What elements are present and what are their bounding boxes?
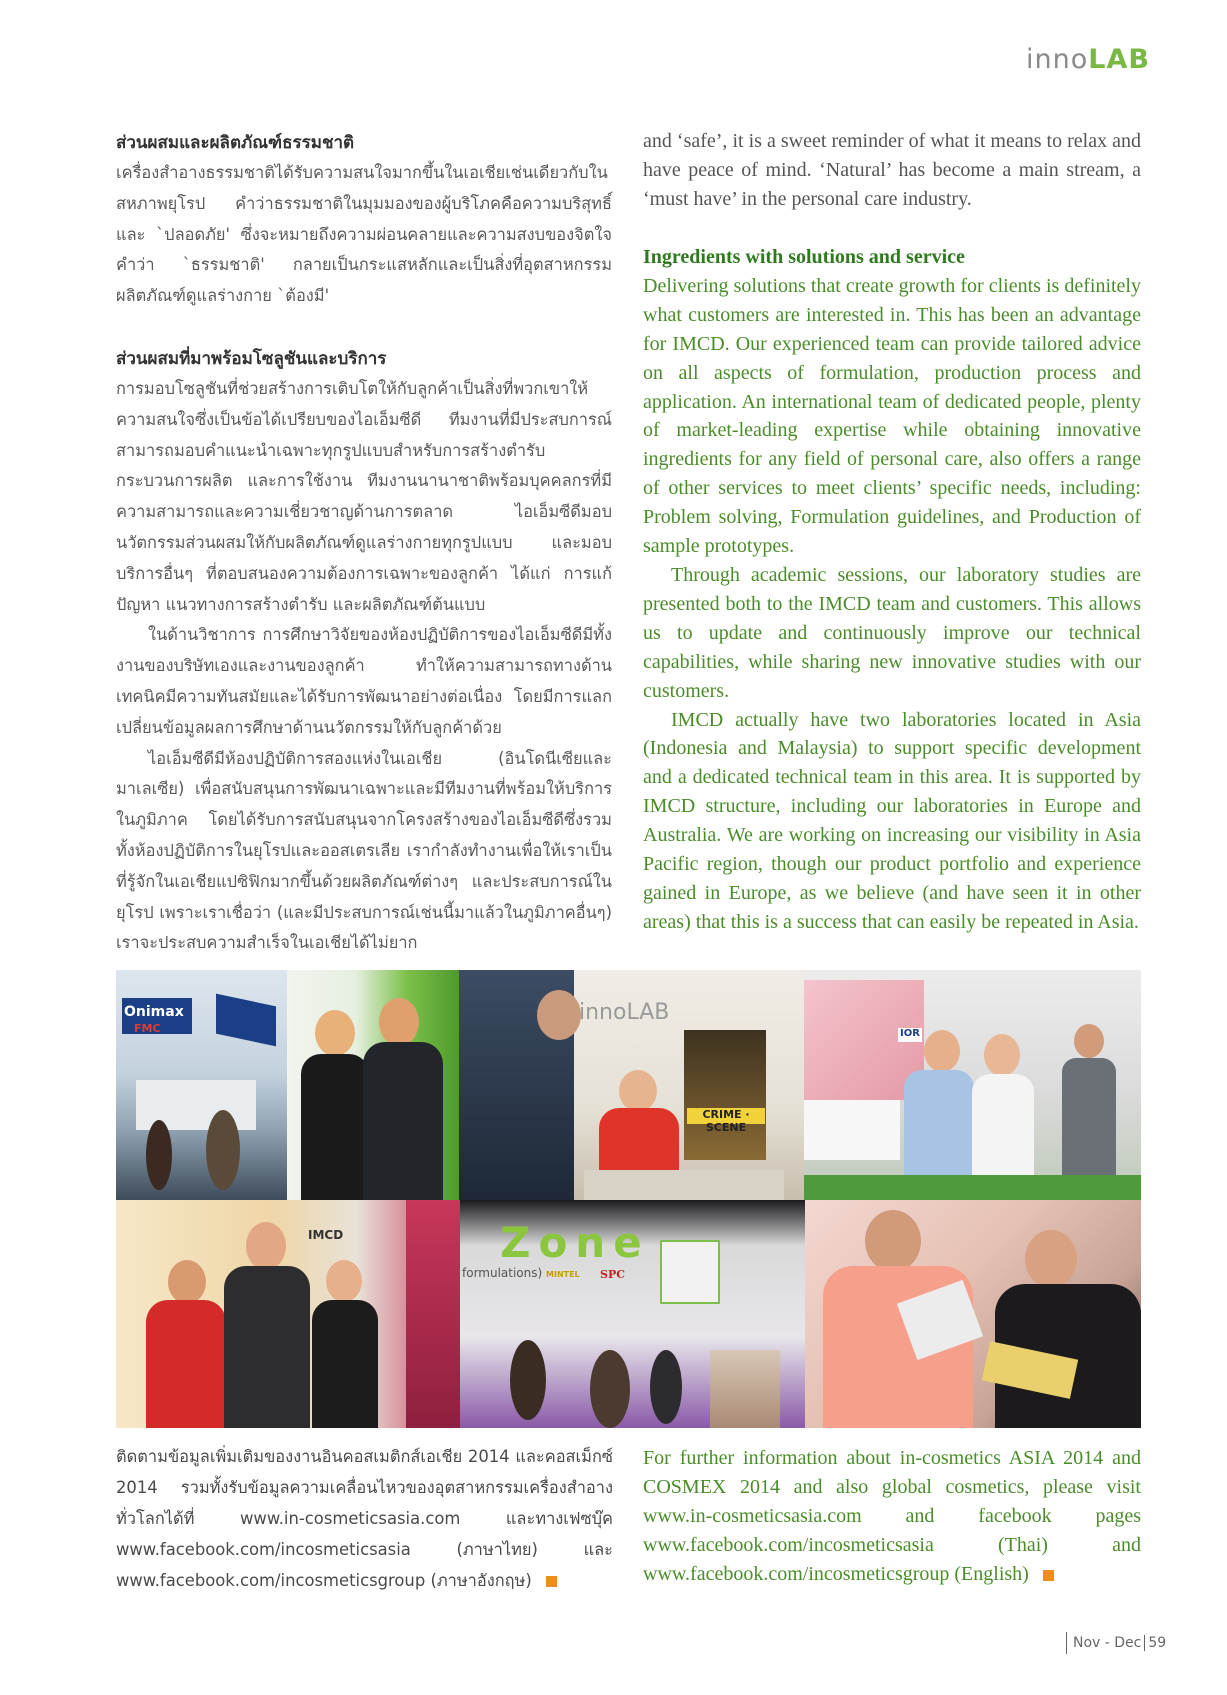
english-heading-solutions: Ingredients with solutions and service — [643, 246, 965, 268]
english-paragraph-academic: Through academic sessions, our laboratory studies are presented both to the IMCD team and customers. This allows us to update and continuously improve our technical capabilities, while sharing new innovative studies with our customers. — [643, 563, 1141, 702]
page-number: 59 — [1144, 1635, 1166, 1651]
thai-footer — [116, 1441, 613, 1596]
english-paragraph-solutions: Delivering solutions that create growth for clients is definitely what customers are interested in. This has been an advantage for IMCD. Our experienced team can provide tailored advice on all aspects of formulation, production process and application. An international team of dedicated people, plenty of market-leading expertise while obtaining innovative ingredients for any field of personal care, also offers a range of other services to meet clients’ specific needs, including: Problem solving, Formulation guidelines, and Production of sample prototypes. — [643, 274, 1141, 558]
thai-column — [116, 128, 612, 959]
innolab-logo — [1026, 44, 1150, 75]
thai-footer-text: ติดตามข้อมูลเพิ่มเติมของงานอินคอสเมติกส์เอเชีย 2014 และคอสเม็กซ์ 2014 รวมทั้งรับข้อมูลความเคลื่อนไหวของอุตสาหกรรมเครื่องสำอางทั่วโลกได้ที่ www.in-cosmeticsasia.com และทางเฟซบุ๊ค www.facebook.com/incosmeticsasia (ภาษาไทย) และ www.facebook.com/incosmeticsgroup (ภาษาอังกฤษ) — [116, 1447, 613, 1590]
photo-innolab-booth — [459, 970, 804, 1200]
issue-label: Nov - Dec — [1073, 1635, 1142, 1651]
thai-paragraph-natural: เครื่องสำอางธรรมชาติได้รับความสนใจมากขึ้นในเอเชียเช่นเดียวกับในสหภาพยุโรป คำว่าธรรมชาติในมุมมองของผู้บริโภคคือความบริสุทธิ์และ `ปลอดภัย' ซึ่งจะหมายถึงความผ่อนคลายและความสงบของจิตใจ คำว่า `ธรรมชาติ' กลายเป็นกระแสหลักและเป็นสิ่งที่อุตสาหกรรมผลิตภัณฑ์ดูแลร่างกาย `ต้องมี' — [116, 163, 612, 306]
fmc-sign: FMC — [134, 1022, 161, 1035]
formulations-sign: formulations) — [462, 1266, 543, 1280]
imcd-banner: IMCD — [308, 1228, 344, 1242]
zone-sign: Zone — [500, 1218, 650, 1267]
crime-scene-poster: CRIME · SCENE — [687, 1108, 765, 1124]
thai-paragraph-academic: ในด้านวิชาการ การศึกษาวิจัยของห้องปฏิบัติการของไอเอ็มซีดีมีทั้งงานของบริษัทเองและงานของลูกค้า ทำให้ความสามารถทางด้านเทคนิคมีความทันสมัยและได้รับการพัฒนาอย่างต่อเนื่อง โดยมีการแลกเปลี่ยนข้อมูลผลการศึกษาด้านนวัตกรรมให้กับลูกค้าด้วย — [116, 625, 612, 737]
english-footer-text: For further information about in-cosmetics ASIA 2014 and COSMEX 2014 and also global cosmetics, please visit www.in-cosmeticsasia.com and facebook pages www.facebook.com/incosmeticsasia (Thai) and www.facebook.com/incosmeticsgroup (English) — [643, 1447, 1141, 1585]
end-square-icon — [1043, 1570, 1054, 1581]
event-photo-collage — [116, 970, 1141, 1428]
thai-heading-solutions: ส่วนผสมที่มาพร้อมโซลูชันและบริการ — [116, 348, 387, 369]
thai-heading-natural: ส่วนผสมและผลิตภัณฑ์ธรรมชาติ — [116, 133, 355, 153]
logo-lab: LAB — [1088, 44, 1150, 75]
thai-paragraph-laboratories: ไอเอ็มซีดีมีห้องปฏิบัติการสองแห่งในเอเชีย (อินโดนีเซียและมาเลเซีย) เพื่อสนับสนุนการพัฒนาเฉพาะและมีทีมงานที่พร้อมให้บริการในภูมิภาค โดยได้รับการสนับสนุนจากโครงสร้างของไอเอ็มซีดีซึ่งรวมทั้งห้องปฏิบัติการในยุโรปและออสเตรเลีย เรากำลังทำงานเพื่อให้เราเป็นที่รู้จักในเอเชียแปซิฟิกมากขึ้นด้วยผลิตภัณฑ์ต่างๆ และประสบการณ์ในยุโรป เพราะเราเชื่อว่า (และมีประสบการณ์เช่นนี้มาแล้วในภูมิภาคอื่นๆ) เราจะประสบความสำเร็จในเอเชียได้ไม่ยาก — [116, 748, 612, 953]
end-square-icon — [546, 1576, 557, 1587]
english-column-top — [643, 127, 1141, 214]
logo-inno: inno — [1026, 44, 1089, 75]
spc-sign: SPC — [600, 1268, 625, 1281]
innolab-booth-sign: innoLAB — [579, 1000, 670, 1025]
english-paragraph-natural: and ‘safe’, it is a sweet reminder of what it means to relax and have peace of mind. ‘Natural’ has become a main stream, a ‘must have’ in the personal care industry. — [643, 130, 1141, 210]
photo-three-people-imcd — [116, 1200, 460, 1428]
photo-onimax-booth — [116, 970, 287, 1200]
english-paragraph-laboratories: IMCD actually have two laboratories located in Asia (Indonesia and Malaysia) to support specific development and a dedicated technical team in this area. It is supported by IMCD structure, including our laboratories in Europe and Australia. We are working on increasing our visibility in Asia Pacific region, though our product portfolio and experience gained in Europe, as we believe (and have seen it in other areas) that this is a success that can easily be repeated in Asia. — [643, 708, 1141, 933]
ior-sign: IOR — [898, 1028, 922, 1042]
photo-zone-formulations — [460, 1200, 805, 1428]
thai-paragraph-solutions: การมอบโซลูชันที่ช่วยสร้างการเติบโตให้กับลูกค้าเป็นสิ่งที่พวกเขาให้ความสนใจซึ่งเป็นข้อได้เปรียบของไอเอ็มซีดี ทีมงานที่มีประสบการณ์สามารถมอบคำแนะนำเฉพาะทุกรูปแบบสำหรับการสร้างตำรับ กระบวนการผลิต และการใช้งาน ทีมงานนานาชาติพร้อมบุคคลกรที่มีความสามารถและความเชี่ยวชาญด้านการตลาด ไอเอ็มซีดีมอบนวัตกรรมส่วนผสมให้กับผลิตภัณฑ์ดูแลร่างกายทุกรูปแบบ และมอบบริการอื่นๆ ที่ตอบสนองความต้องการเฉพาะของลูกค้า ได้แก่ การแก้ปัญหา แนวทางการสร้างตำรับ และผลิตภัณฑ์ต้นแบบ — [116, 378, 612, 614]
mintel-sign: MINTEL — [546, 1270, 580, 1279]
english-column — [643, 243, 1141, 937]
photo-reading-magazines — [805, 1200, 1141, 1428]
onimax-sign: Onimax — [124, 1004, 184, 1020]
page-footer — [1066, 1632, 1166, 1654]
english-footer — [643, 1444, 1141, 1589]
photo-women-magazines — [804, 970, 1141, 1200]
photo-two-people-green — [287, 970, 459, 1200]
